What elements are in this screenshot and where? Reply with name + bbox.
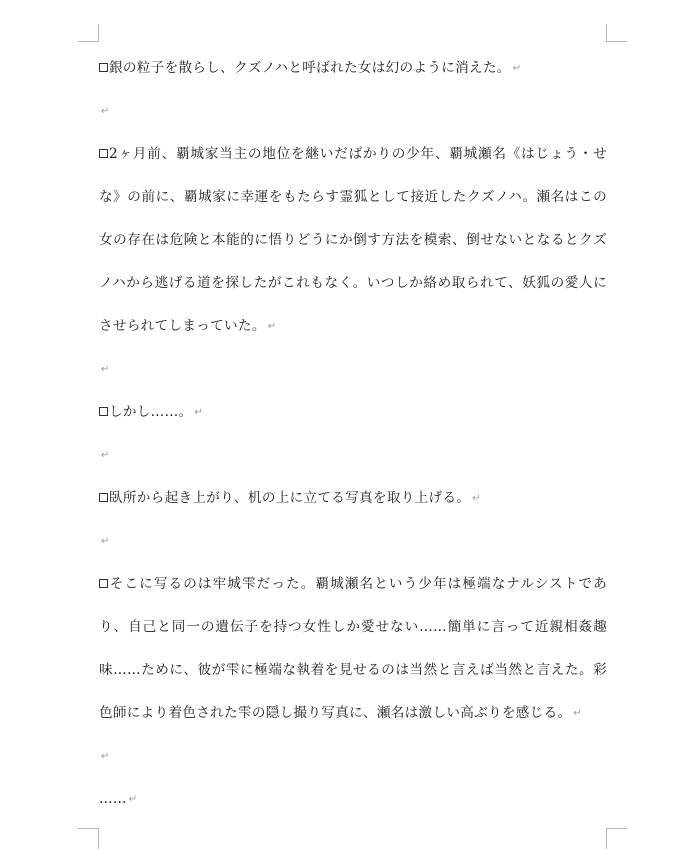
empty-paragraph [99,520,607,563]
empty-paragraph [99,434,607,477]
page-margin-corner-top-left [78,24,99,42]
fullwidth-space-marker [99,579,108,588]
fullwidth-space-marker [99,149,108,158]
paragraph-mark-icon: ↵ [101,450,110,461]
paragraph-text: そこに写るのは牢城雫だった。覇城瀬名という少年は極端なナルシストであり、自己と同一の遺伝子を持つ女性しか愛せない……簡単に言って近親相姦趣味……ために、彼が雫に極端な執着を見せるのは当然と言えば当然と言えた。彩色師により着色された雫の隠し撮り写真に、瀬名は激しい高ぶりを感じる。 [99,576,607,721]
paragraph-mark-icon: ↵ [472,493,481,504]
paragraph-mark-icon: ↵ [128,794,138,805]
paragraph-mark-icon: ↵ [194,407,204,418]
paragraph-mark-icon: ↵ [101,751,110,762]
empty-paragraph [99,348,607,391]
paragraph [99,563,607,735]
paragraph-text: 2ヶ月前、覇城家当主の地位を継いだばかりの少年、覇城瀬名《はじょう・せな》の前に、覇城家に幸運をもたらす霊狐として接近したクズノハ。瀬名はこの女の存在は危険と本能的に悟りどうにか倒す方法を模索、倒せないとなるとクズノハから逃げる道を探したがこれもなく。いつしか絡め取られて、妖狐の愛人にさせられてしまっていた。 [99,146,607,334]
fullwidth-space-marker [99,63,108,72]
paragraph-mark-icon: ↵ [101,106,110,117]
paragraph [99,47,607,90]
page-margin-corner-bottom-right [606,828,627,849]
paragraph-mark-icon: ↵ [573,708,583,719]
fullwidth-space-marker [99,407,108,416]
empty-paragraph [99,90,607,133]
paragraph-text: …… [99,791,127,807]
paragraph-mark-icon: ↵ [101,364,110,375]
paragraph-text: 臥所から起き上がり、机の上に立てる写真を取り上げる。 [109,490,471,506]
paragraph-text: 銀の粒子を散らし、クズノハと呼ばれた女は幻のように消えた。 [109,60,511,76]
paragraph-text: しかし……。 [109,404,193,420]
paragraph-mark-icon: ↵ [101,536,110,547]
paragraph-mark-icon: ↵ [512,63,522,74]
page-margin-corner-bottom-left [78,828,99,849]
document-body[interactable] [99,47,607,821]
empty-paragraph [99,735,607,778]
paragraph-mark-icon: ↵ [267,321,277,332]
page-margin-corner-top-right [606,24,627,42]
paragraph [99,778,607,821]
paragraph [99,391,607,434]
paragraph [99,477,607,520]
fullwidth-space-marker [99,493,108,502]
paragraph [99,133,607,348]
